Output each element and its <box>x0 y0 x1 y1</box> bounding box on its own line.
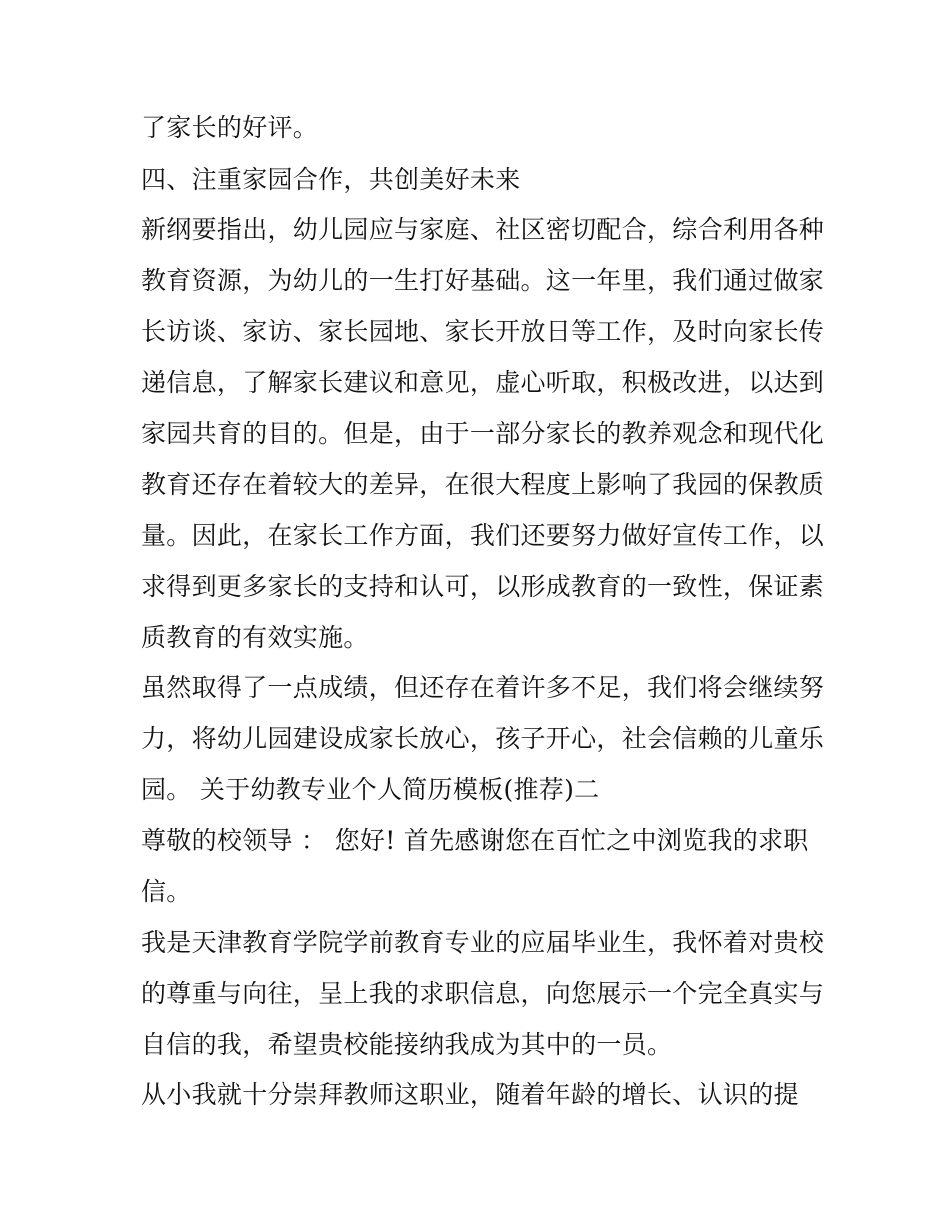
text-line: 的尊重与向往，呈上我的求职信息，向您展示一个完全真实与 <box>141 979 825 1008</box>
text-line: 家园共育的目的。但是，由于一部分家长的教养观念和现代化 <box>141 419 825 448</box>
text-line: 信。 <box>141 877 192 906</box>
text-line: 园。 关于幼教专业个人简历模板(推荐)二 <box>141 775 600 804</box>
text-line: 求得到更多家长的支持和认可，以形成教育的一致性，保证素 <box>141 572 825 601</box>
text-line: 长访谈、家访、家长园地、家长开放日等工作，及时向家长传 <box>141 317 825 346</box>
text-line: 尊敬的校领导 ： 您好! 首先感谢您在百忙之中浏览我的求职 <box>141 826 809 855</box>
text-line: 教育还存在着较大的差异，在很大程度上影响了我园的保教质 <box>141 470 825 499</box>
section-heading: 四、注重家园合作，共创美好未来 <box>141 165 521 194</box>
text-line: 自信的我，希望贵校能接纳我成为其中的一员。 <box>141 1030 673 1059</box>
text-line: 从小我就十分崇拜教师这职业，随着年龄的增长、认识的提 <box>141 1080 799 1109</box>
text-line: 新纲要指出，幼儿园应与家庭、社区密切配合，综合利用各种 <box>141 215 825 244</box>
text-line: 我是天津教育学院学前教育专业的应届毕业生，我怀着对贵校 <box>141 928 825 957</box>
text-line: 教育资源，为幼儿的一生打好基础。这一年里，我们通过做家 <box>141 266 825 295</box>
text-line: 了家长的好评。 <box>141 113 319 142</box>
text-line: 虽然取得了一点成绩，但还存在着许多不足，我们将会继续努 <box>141 673 825 702</box>
text-line: 递信息，了解家长建议和意见，虚心听取，积极改进，以达到 <box>141 368 825 397</box>
text-line: 质教育的有效实施。 <box>141 623 369 652</box>
text-line: 量。因此，在家长工作方面，我们还要努力做好宣传工作，以 <box>141 521 825 550</box>
text-line: 力，将幼儿园建设成家长放心，孩子开心，社会信赖的儿童乐 <box>141 724 825 753</box>
